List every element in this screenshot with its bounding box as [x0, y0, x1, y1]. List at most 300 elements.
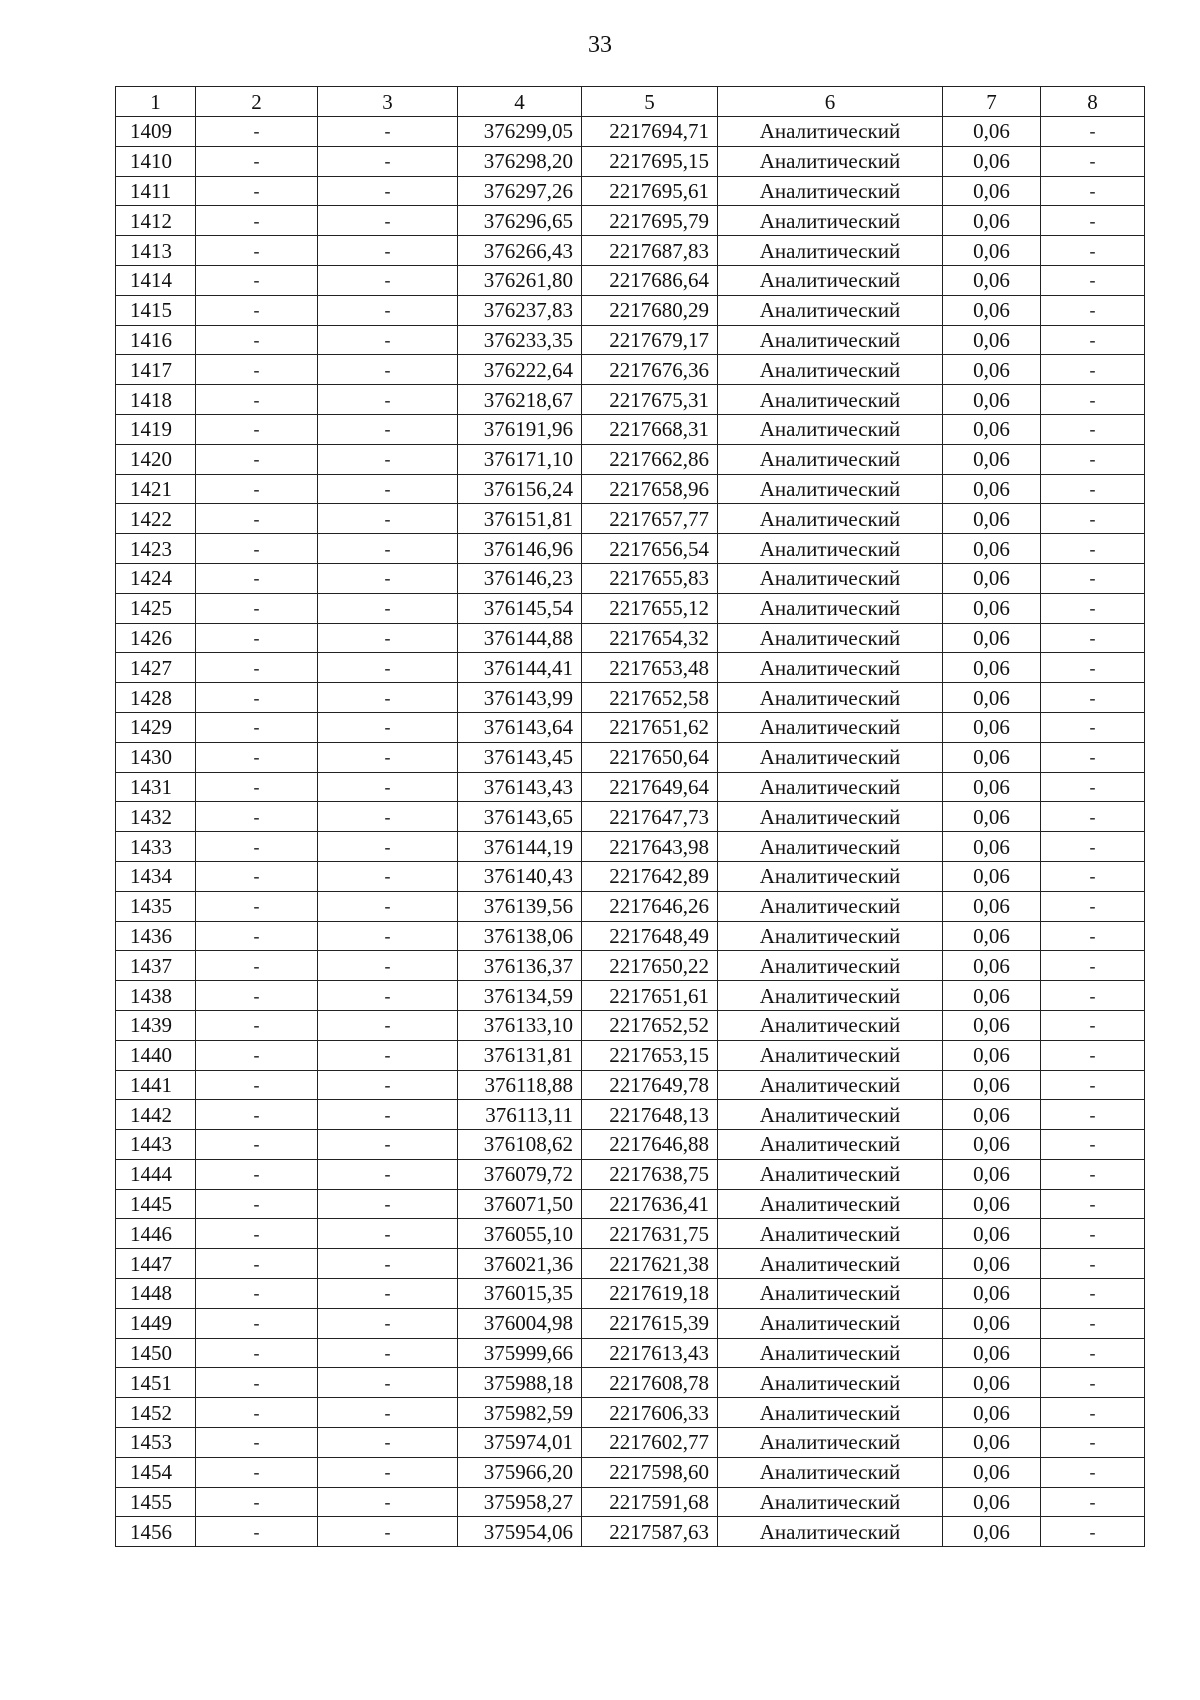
- accuracy-cell: 0,06: [943, 653, 1041, 683]
- method-cell: Аналитический: [718, 534, 943, 564]
- column-header: 7: [943, 87, 1041, 117]
- x-coordinate-cell: 376140,43: [458, 861, 582, 891]
- y-coordinate-cell: 2217615,39: [582, 1308, 718, 1338]
- col8-cell: -: [1041, 712, 1145, 742]
- col3-cell: -: [318, 832, 458, 862]
- method-cell: Аналитический: [718, 236, 943, 266]
- method-cell: Аналитический: [718, 1398, 943, 1428]
- col8-cell: -: [1041, 802, 1145, 832]
- x-coordinate-cell: 375974,01: [458, 1428, 582, 1458]
- x-coordinate-cell: 375999,66: [458, 1338, 582, 1368]
- col8-cell: -: [1041, 1487, 1145, 1517]
- accuracy-cell: 0,06: [943, 802, 1041, 832]
- y-coordinate-cell: 2217651,61: [582, 981, 718, 1011]
- col3-cell: -: [318, 1308, 458, 1338]
- col8-cell: -: [1041, 683, 1145, 713]
- point-number-cell: 1440: [116, 1040, 196, 1070]
- point-number-cell: 1430: [116, 742, 196, 772]
- col3-cell: -: [318, 951, 458, 981]
- method-cell: Аналитический: [718, 1010, 943, 1040]
- y-coordinate-cell: 2217631,75: [582, 1219, 718, 1249]
- method-cell: Аналитический: [718, 683, 943, 713]
- accuracy-cell: 0,06: [943, 295, 1041, 325]
- method-cell: Аналитический: [718, 1338, 943, 1368]
- col2-cell: -: [196, 1130, 318, 1160]
- col8-cell: -: [1041, 1130, 1145, 1160]
- col2-cell: -: [196, 1398, 318, 1428]
- accuracy-cell: 0,06: [943, 1249, 1041, 1279]
- method-cell: Аналитический: [718, 1517, 943, 1547]
- table-row: [116, 176, 1145, 206]
- point-number-cell: 1413: [116, 236, 196, 266]
- table-row: [116, 623, 1145, 653]
- x-coordinate-cell: 376108,62: [458, 1130, 582, 1160]
- point-number-cell: 1449: [116, 1308, 196, 1338]
- x-coordinate-cell: 376136,37: [458, 951, 582, 981]
- coordinates-table: [115, 86, 1145, 1547]
- col8-cell: -: [1041, 891, 1145, 921]
- col8-cell: -: [1041, 1308, 1145, 1338]
- accuracy-cell: 0,06: [943, 593, 1041, 623]
- y-coordinate-cell: 2217680,29: [582, 295, 718, 325]
- accuracy-cell: 0,06: [943, 1517, 1041, 1547]
- col8-cell: -: [1041, 921, 1145, 951]
- col3-cell: -: [318, 176, 458, 206]
- y-coordinate-cell: 2217652,58: [582, 683, 718, 713]
- col2-cell: -: [196, 593, 318, 623]
- y-coordinate-cell: 2217608,78: [582, 1368, 718, 1398]
- table-row: [116, 1040, 1145, 1070]
- col2-cell: -: [196, 683, 318, 713]
- method-cell: Аналитический: [718, 1040, 943, 1070]
- point-number-cell: 1438: [116, 981, 196, 1011]
- x-coordinate-cell: 376144,41: [458, 653, 582, 683]
- method-cell: Аналитический: [718, 1100, 943, 1130]
- x-coordinate-cell: 376144,88: [458, 623, 582, 653]
- col2-cell: -: [196, 385, 318, 415]
- y-coordinate-cell: 2217652,52: [582, 1010, 718, 1040]
- point-number-cell: 1456: [116, 1517, 196, 1547]
- col8-cell: -: [1041, 146, 1145, 176]
- col2-cell: -: [196, 206, 318, 236]
- table-row: [116, 1100, 1145, 1130]
- y-coordinate-cell: 2217653,48: [582, 653, 718, 683]
- y-coordinate-cell: 2217650,64: [582, 742, 718, 772]
- accuracy-cell: 0,06: [943, 772, 1041, 802]
- table-row: [116, 832, 1145, 862]
- col2-cell: -: [196, 1010, 318, 1040]
- table-row: [116, 1189, 1145, 1219]
- col8-cell: -: [1041, 534, 1145, 564]
- col8-cell: -: [1041, 1100, 1145, 1130]
- x-coordinate-cell: 375958,27: [458, 1487, 582, 1517]
- point-number-cell: 1414: [116, 265, 196, 295]
- col3-cell: -: [318, 534, 458, 564]
- method-cell: Аналитический: [718, 712, 943, 742]
- accuracy-cell: 0,06: [943, 742, 1041, 772]
- col8-cell: -: [1041, 1517, 1145, 1547]
- x-coordinate-cell: 376113,11: [458, 1100, 582, 1130]
- col3-cell: -: [318, 683, 458, 713]
- col8-cell: -: [1041, 1249, 1145, 1279]
- table-row: [116, 1070, 1145, 1100]
- method-cell: Аналитический: [718, 623, 943, 653]
- table-header-row: [116, 87, 1145, 117]
- col3-cell: -: [318, 1219, 458, 1249]
- accuracy-cell: 0,06: [943, 325, 1041, 355]
- col2-cell: -: [196, 146, 318, 176]
- table-row: [116, 1308, 1145, 1338]
- point-number-cell: 1411: [116, 176, 196, 206]
- x-coordinate-cell: 376299,05: [458, 117, 582, 147]
- col3-cell: -: [318, 1487, 458, 1517]
- col8-cell: -: [1041, 206, 1145, 236]
- accuracy-cell: 0,06: [943, 146, 1041, 176]
- col3-cell: -: [318, 1428, 458, 1458]
- method-cell: Аналитический: [718, 504, 943, 534]
- method-cell: Аналитический: [718, 1130, 943, 1160]
- method-cell: Аналитический: [718, 832, 943, 862]
- point-number-cell: 1412: [116, 206, 196, 236]
- accuracy-cell: 0,06: [943, 444, 1041, 474]
- table-row: [116, 236, 1145, 266]
- col8-cell: -: [1041, 653, 1145, 683]
- point-number-cell: 1417: [116, 355, 196, 385]
- y-coordinate-cell: 2217649,64: [582, 772, 718, 802]
- method-cell: Аналитический: [718, 981, 943, 1011]
- col8-cell: -: [1041, 504, 1145, 534]
- method-cell: Аналитический: [718, 1457, 943, 1487]
- accuracy-cell: 0,06: [943, 921, 1041, 951]
- col8-cell: -: [1041, 1070, 1145, 1100]
- col3-cell: -: [318, 474, 458, 504]
- y-coordinate-cell: 2217657,77: [582, 504, 718, 534]
- col8-cell: -: [1041, 236, 1145, 266]
- x-coordinate-cell: 376079,72: [458, 1159, 582, 1189]
- y-coordinate-cell: 2217606,33: [582, 1398, 718, 1428]
- col8-cell: -: [1041, 117, 1145, 147]
- x-coordinate-cell: 376171,10: [458, 444, 582, 474]
- table-row: [116, 593, 1145, 623]
- col3-cell: -: [318, 355, 458, 385]
- point-number-cell: 1428: [116, 683, 196, 713]
- point-number-cell: 1425: [116, 593, 196, 623]
- x-coordinate-cell: 376146,23: [458, 563, 582, 593]
- x-coordinate-cell: 375966,20: [458, 1457, 582, 1487]
- method-cell: Аналитический: [718, 1189, 943, 1219]
- col3-cell: -: [318, 1010, 458, 1040]
- y-coordinate-cell: 2217621,38: [582, 1249, 718, 1279]
- y-coordinate-cell: 2217675,31: [582, 385, 718, 415]
- table-row: [116, 1249, 1145, 1279]
- col3-cell: -: [318, 1040, 458, 1070]
- y-coordinate-cell: 2217619,18: [582, 1279, 718, 1309]
- y-coordinate-cell: 2217695,79: [582, 206, 718, 236]
- table-row: [116, 385, 1145, 415]
- x-coordinate-cell: 376296,65: [458, 206, 582, 236]
- accuracy-cell: 0,06: [943, 355, 1041, 385]
- point-number-cell: 1431: [116, 772, 196, 802]
- x-coordinate-cell: 376156,24: [458, 474, 582, 504]
- col3-cell: -: [318, 1100, 458, 1130]
- method-cell: Аналитический: [718, 802, 943, 832]
- col2-cell: -: [196, 1368, 318, 1398]
- col3-cell: -: [318, 265, 458, 295]
- table-row: [116, 444, 1145, 474]
- x-coordinate-cell: 376004,98: [458, 1308, 582, 1338]
- point-number-cell: 1451: [116, 1368, 196, 1398]
- col2-cell: -: [196, 951, 318, 981]
- method-cell: Аналитический: [718, 921, 943, 951]
- method-cell: Аналитический: [718, 385, 943, 415]
- col8-cell: -: [1041, 772, 1145, 802]
- y-coordinate-cell: 2217613,43: [582, 1338, 718, 1368]
- accuracy-cell: 0,06: [943, 1070, 1041, 1100]
- col3-cell: -: [318, 981, 458, 1011]
- col3-cell: -: [318, 772, 458, 802]
- point-number-cell: 1447: [116, 1249, 196, 1279]
- table-row: [116, 1010, 1145, 1040]
- method-cell: Аналитический: [718, 891, 943, 921]
- x-coordinate-cell: 376151,81: [458, 504, 582, 534]
- col2-cell: -: [196, 1249, 318, 1279]
- y-coordinate-cell: 2217642,89: [582, 861, 718, 891]
- accuracy-cell: 0,06: [943, 117, 1041, 147]
- accuracy-cell: 0,06: [943, 414, 1041, 444]
- y-coordinate-cell: 2217687,83: [582, 236, 718, 266]
- point-number-cell: 1454: [116, 1457, 196, 1487]
- col2-cell: -: [196, 1457, 318, 1487]
- table-row: [116, 981, 1145, 1011]
- accuracy-cell: 0,06: [943, 1308, 1041, 1338]
- point-number-cell: 1448: [116, 1279, 196, 1309]
- col2-cell: -: [196, 832, 318, 862]
- method-cell: Аналитический: [718, 146, 943, 176]
- point-number-cell: 1424: [116, 563, 196, 593]
- accuracy-cell: 0,06: [943, 832, 1041, 862]
- table-row: [116, 1338, 1145, 1368]
- method-cell: Аналитический: [718, 414, 943, 444]
- method-cell: Аналитический: [718, 742, 943, 772]
- y-coordinate-cell: 2217695,15: [582, 146, 718, 176]
- col8-cell: -: [1041, 593, 1145, 623]
- table-row: [116, 474, 1145, 504]
- col8-cell: -: [1041, 385, 1145, 415]
- x-coordinate-cell: 376055,10: [458, 1219, 582, 1249]
- y-coordinate-cell: 2217648,49: [582, 921, 718, 951]
- col8-cell: -: [1041, 623, 1145, 653]
- accuracy-cell: 0,06: [943, 891, 1041, 921]
- accuracy-cell: 0,06: [943, 1159, 1041, 1189]
- col2-cell: -: [196, 712, 318, 742]
- table-row: [116, 1517, 1145, 1547]
- col8-cell: -: [1041, 295, 1145, 325]
- method-cell: Аналитический: [718, 772, 943, 802]
- col3-cell: -: [318, 504, 458, 534]
- x-coordinate-cell: 376145,54: [458, 593, 582, 623]
- y-coordinate-cell: 2217598,60: [582, 1457, 718, 1487]
- col8-cell: -: [1041, 1159, 1145, 1189]
- col8-cell: -: [1041, 474, 1145, 504]
- x-coordinate-cell: 376021,36: [458, 1249, 582, 1279]
- col8-cell: -: [1041, 265, 1145, 295]
- point-number-cell: 1419: [116, 414, 196, 444]
- y-coordinate-cell: 2217638,75: [582, 1159, 718, 1189]
- column-header: 5: [582, 87, 718, 117]
- y-coordinate-cell: 2217679,17: [582, 325, 718, 355]
- accuracy-cell: 0,06: [943, 1338, 1041, 1368]
- table-row: [116, 1130, 1145, 1160]
- method-cell: Аналитический: [718, 474, 943, 504]
- col8-cell: -: [1041, 1010, 1145, 1040]
- col3-cell: -: [318, 623, 458, 653]
- table-row: [116, 802, 1145, 832]
- table-row: [116, 742, 1145, 772]
- col3-cell: -: [318, 891, 458, 921]
- table-row: [116, 1457, 1145, 1487]
- x-coordinate-cell: 376266,43: [458, 236, 582, 266]
- col2-cell: -: [196, 325, 318, 355]
- col2-cell: -: [196, 1487, 318, 1517]
- accuracy-cell: 0,06: [943, 1428, 1041, 1458]
- method-cell: Аналитический: [718, 1249, 943, 1279]
- accuracy-cell: 0,06: [943, 265, 1041, 295]
- x-coordinate-cell: 376143,65: [458, 802, 582, 832]
- col2-cell: -: [196, 265, 318, 295]
- col3-cell: -: [318, 206, 458, 236]
- y-coordinate-cell: 2217695,61: [582, 176, 718, 206]
- table-row: [116, 1219, 1145, 1249]
- col3-cell: -: [318, 444, 458, 474]
- method-cell: Аналитический: [718, 593, 943, 623]
- col2-cell: -: [196, 236, 318, 266]
- point-number-cell: 1421: [116, 474, 196, 504]
- col3-cell: -: [318, 712, 458, 742]
- table-row: [116, 563, 1145, 593]
- table-row: [116, 1368, 1145, 1398]
- point-number-cell: 1427: [116, 653, 196, 683]
- x-coordinate-cell: 376118,88: [458, 1070, 582, 1100]
- col2-cell: -: [196, 1100, 318, 1130]
- col3-cell: -: [318, 236, 458, 266]
- accuracy-cell: 0,06: [943, 385, 1041, 415]
- x-coordinate-cell: 376261,80: [458, 265, 582, 295]
- col3-cell: -: [318, 1279, 458, 1309]
- method-cell: Аналитический: [718, 861, 943, 891]
- x-coordinate-cell: 376134,59: [458, 981, 582, 1011]
- table-row: [116, 772, 1145, 802]
- col2-cell: -: [196, 1040, 318, 1070]
- point-number-cell: 1418: [116, 385, 196, 415]
- y-coordinate-cell: 2217686,64: [582, 265, 718, 295]
- x-coordinate-cell: 376237,83: [458, 295, 582, 325]
- method-cell: Аналитический: [718, 1487, 943, 1517]
- point-number-cell: 1442: [116, 1100, 196, 1130]
- accuracy-cell: 0,06: [943, 1040, 1041, 1070]
- method-cell: Аналитический: [718, 206, 943, 236]
- col8-cell: -: [1041, 1219, 1145, 1249]
- col2-cell: -: [196, 563, 318, 593]
- col2-cell: -: [196, 742, 318, 772]
- col2-cell: -: [196, 1219, 318, 1249]
- col2-cell: -: [196, 861, 318, 891]
- table-row: [116, 951, 1145, 981]
- x-coordinate-cell: 376146,96: [458, 534, 582, 564]
- col2-cell: -: [196, 891, 318, 921]
- col2-cell: -: [196, 414, 318, 444]
- method-cell: Аналитический: [718, 117, 943, 147]
- x-coordinate-cell: 376233,35: [458, 325, 582, 355]
- y-coordinate-cell: 2217648,13: [582, 1100, 718, 1130]
- accuracy-cell: 0,06: [943, 563, 1041, 593]
- col2-cell: -: [196, 1159, 318, 1189]
- col3-cell: -: [318, 1517, 458, 1547]
- table-row: [116, 1279, 1145, 1309]
- table-row: [116, 206, 1145, 236]
- table-row: [116, 355, 1145, 385]
- point-number-cell: 1416: [116, 325, 196, 355]
- method-cell: Аналитический: [718, 563, 943, 593]
- col8-cell: -: [1041, 1368, 1145, 1398]
- col8-cell: -: [1041, 861, 1145, 891]
- method-cell: Аналитический: [718, 1428, 943, 1458]
- col3-cell: -: [318, 1189, 458, 1219]
- col8-cell: -: [1041, 1398, 1145, 1428]
- accuracy-cell: 0,06: [943, 1398, 1041, 1428]
- table-row: [116, 504, 1145, 534]
- point-number-cell: 1410: [116, 146, 196, 176]
- accuracy-cell: 0,06: [943, 623, 1041, 653]
- column-header: 6: [718, 87, 943, 117]
- y-coordinate-cell: 2217646,26: [582, 891, 718, 921]
- y-coordinate-cell: 2217658,96: [582, 474, 718, 504]
- y-coordinate-cell: 2217650,22: [582, 951, 718, 981]
- point-number-cell: 1444: [116, 1159, 196, 1189]
- table-row: [116, 1428, 1145, 1458]
- method-cell: Аналитический: [718, 1159, 943, 1189]
- x-coordinate-cell: 376222,64: [458, 355, 582, 385]
- accuracy-cell: 0,06: [943, 534, 1041, 564]
- accuracy-cell: 0,06: [943, 1100, 1041, 1130]
- point-number-cell: 1432: [116, 802, 196, 832]
- x-coordinate-cell: 376138,06: [458, 921, 582, 951]
- y-coordinate-cell: 2217591,68: [582, 1487, 718, 1517]
- accuracy-cell: 0,06: [943, 1189, 1041, 1219]
- col2-cell: -: [196, 802, 318, 832]
- col2-cell: -: [196, 295, 318, 325]
- y-coordinate-cell: 2217676,36: [582, 355, 718, 385]
- accuracy-cell: 0,06: [943, 712, 1041, 742]
- table-row: [116, 653, 1145, 683]
- col8-cell: -: [1041, 1189, 1145, 1219]
- x-coordinate-cell: 376297,26: [458, 176, 582, 206]
- col8-cell: -: [1041, 1428, 1145, 1458]
- method-cell: Аналитический: [718, 1279, 943, 1309]
- col2-cell: -: [196, 1308, 318, 1338]
- table-row: [116, 325, 1145, 355]
- col3-cell: -: [318, 295, 458, 325]
- col2-cell: -: [196, 504, 318, 534]
- y-coordinate-cell: 2217656,54: [582, 534, 718, 564]
- accuracy-cell: 0,06: [943, 236, 1041, 266]
- y-coordinate-cell: 2217655,83: [582, 563, 718, 593]
- col2-cell: -: [196, 1428, 318, 1458]
- col3-cell: -: [318, 921, 458, 951]
- table-row: [116, 891, 1145, 921]
- y-coordinate-cell: 2217653,15: [582, 1040, 718, 1070]
- col3-cell: -: [318, 414, 458, 444]
- col8-cell: -: [1041, 355, 1145, 385]
